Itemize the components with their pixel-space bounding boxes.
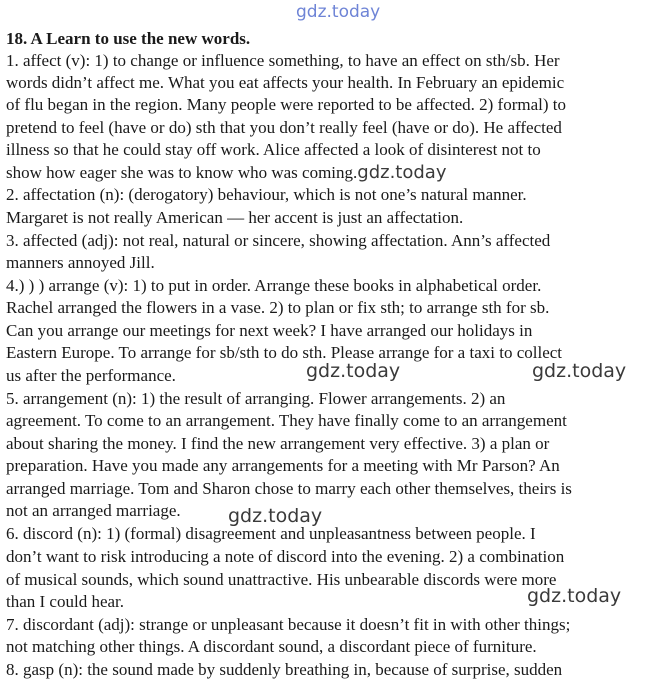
text-line: of musical sounds, which sound unattractive. His unbearable discords were more xyxy=(6,570,557,589)
text-line: preparation. Have you made any arrangements for a meeting with Mr Parson? An xyxy=(6,456,560,475)
watermark-lower-right: gdz.today xyxy=(527,585,622,607)
text-line: words didn’t affect me. What you eat affects your health. In February an epidemic xyxy=(6,73,565,92)
text-line: don’t want to risk introducing a note of discord into the evening. 2) a combination xyxy=(6,547,565,566)
text-line: Margaret is not really American — her accent is just an affectation. xyxy=(6,208,464,227)
text-line: about sharing the money. I find the new arrangement very effective. 3) a plan or xyxy=(6,434,550,453)
text-line: than I could hear. xyxy=(6,592,125,611)
text-line: Eastern Europe. To arrange for sb/sth to do sth. Please arrange for a taxi to collect xyxy=(6,343,563,362)
text-line: Rachel arranged the flowers in a vase. 2) to plan or fix sth; to arrange sth for sb. xyxy=(6,298,550,317)
text-line: of flu began in the region. Many people were reported to be affected. 2) formal) to xyxy=(6,95,566,114)
text-line: illness so that he could stay off work. Alice affected a look of disinterest not to xyxy=(6,140,541,159)
text-segment: show how eager she was to know who was coming. xyxy=(6,163,358,182)
watermark-mid-right: gdz.today xyxy=(532,360,627,382)
text-line: us after the performance. xyxy=(6,366,176,385)
text-line: 1. affect (v): 1) to change or influence something, to have an effect on sth/sb. Her xyxy=(6,51,560,70)
watermark-mid-left: gdz.today xyxy=(306,360,401,382)
watermark-top: gdz.today xyxy=(296,2,381,22)
text-line-with-watermark xyxy=(6,162,446,184)
text-line: pretend to feel (have or do) sth that you don’t really feel (have or do). He affected xyxy=(6,118,562,137)
text-line: arranged marriage. Tom and Sharon chose to marry each other themselves, theirs is xyxy=(6,479,572,498)
text-line: Can you arrange our meetings for next week? I have arranged our holidays in xyxy=(6,321,533,340)
text-line: not an arranged marriage. xyxy=(6,501,181,520)
text-line: 4.) ) ) arrange (v): 1) to put in order. Arrange these books in alphabetical order. xyxy=(6,276,542,295)
watermark-center: gdz.today xyxy=(228,505,323,527)
exercise-heading: 18. A Learn to use the new words. xyxy=(6,29,251,48)
text-line: 6. discord (n): 1) (formal) disagreement and unpleasantness between people. I xyxy=(6,524,536,543)
text-line: 3. affected (adj): not real, natural or sincere, showing affectation. Ann’s affected xyxy=(6,231,551,250)
text-line: manners annoyed Jill. xyxy=(6,253,155,272)
text-line: 8. gasp (n): the sound made by suddenly breathing in, because of surprise, sudden xyxy=(6,660,563,679)
text-line: 2. affectation (n): (derogatory) behaviour, which is not one’s natural manner. xyxy=(6,185,527,204)
text-line: agreement. To come to an arrangement. They have finally come to an arrangement xyxy=(6,411,567,430)
text-line: not matching other things. A discordant sound, a discordant piece of furniture. xyxy=(6,637,537,656)
watermark-inline: gdz.today xyxy=(357,162,447,183)
text-line: 5. arrangement (n): 1) the result of arranging. Flower arrangements. 2) an xyxy=(6,389,506,408)
text-line: 7. discordant (adj): strange or unpleasant because it doesn’t fit in with other things; xyxy=(6,615,571,634)
